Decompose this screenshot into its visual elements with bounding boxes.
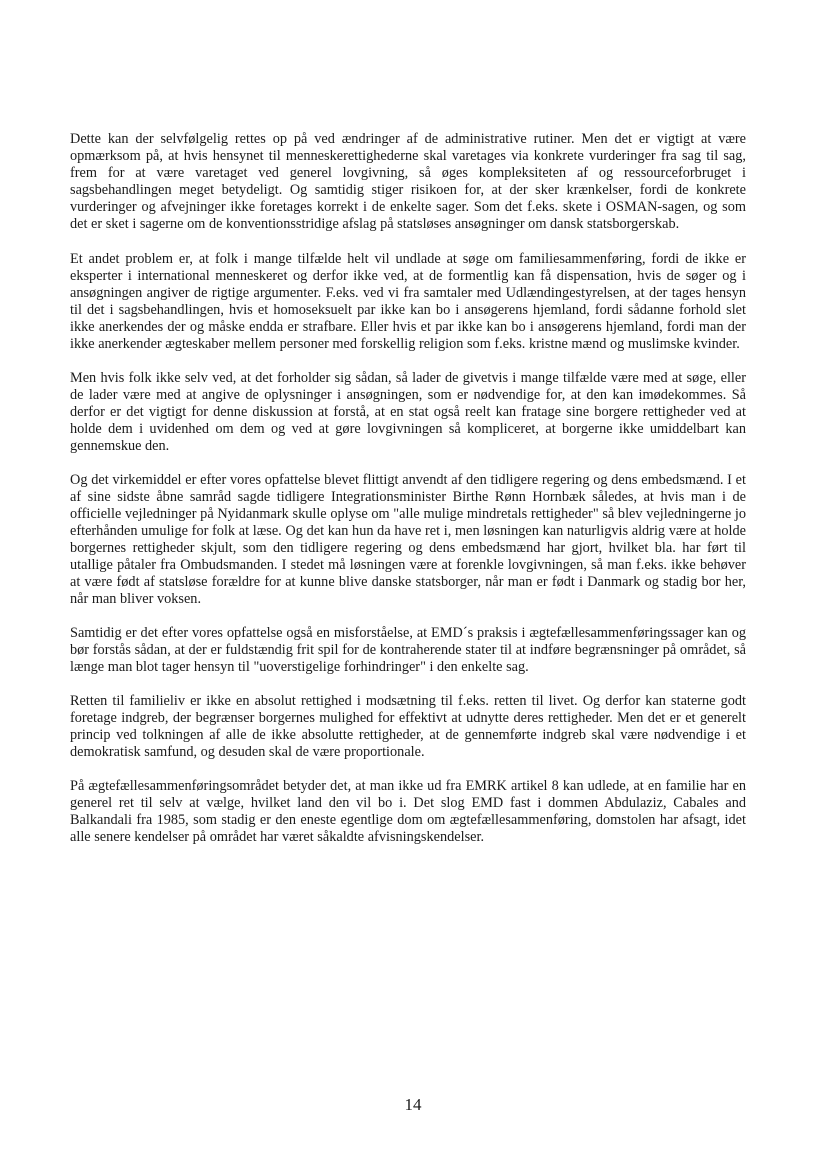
paragraph-5: Samtidig er det efter vores opfattelse også en misforståelse, at EMD´s praksis i ægtefællesammenføringssager kan og bør forstås sådan, at der er fuldstændig frit spil for de kontraherende stater til at indføre begrænsninger på området, så længe man blot tager hensyn til "uoverstigelige forhindringer" i den enkelte sag. <box>70 624 746 676</box>
paragraph-3: Men hvis folk ikke selv ved, at det forholder sig sådan, så lader de givetvis i mange tilfælde være med at søge, eller de lader være med at angive de oplysninger i ansøgningen, som er nødvendige for, at den kan imødekommes. Så derfor er det vigtigt for denne diskussion at forstå, at en stat også reelt kan fratage sine borgere rettigheder ved at holde dem i uvidenhed om dem og ved at gøre lovgivningen så kompliceret, at borgerne ikke umiddelbart kan gennemskue den. <box>70 369 746 454</box>
paragraph-6: Retten til familieliv er ikke en absolut rettighed i modsætning til f.eks. retten til livet. Og derfor kan staterne godt foretage indgreb, der begrænser borgernes mulighed for effektivt at udnytte deres rettigheder. Men det er et generelt princip ved tolkningen af alle de ikke absolutte rettigheder, at de gennemførte indgreb skal være nødvendige i et demokratisk samfund, og desuden skal de være proportionale. <box>70 692 746 760</box>
paragraph-2: Et andet problem er, at folk i mange tilfælde helt vil undlade at søge om familiesammenføring, fordi de ikke er eksperter i international menneskeret og derfor ikke ved, at de formentlig kan få dispensation, hvis de søger og i ansøgningen angiver de rigtige argumenter. F.eks. ved vi fra samtaler med Udlændingestyrelsen, at der tages hensyn til det i sagsbehandlingen, hvis et homoseksuelt par ikke kan bo i ansøgerens hjemland, fordi sådanne forhold slet ikke anerkendes der og måske endda er strafbare. Eller hvis et par ikke kan bo i ansøgerens hjemland, fordi man der ikke anerkender ægteskaber mellem personer med forskellig religion som f.eks. kristne mænd og muslimske kvinder. <box>70 250 746 353</box>
paragraph-7: På ægtefællesammenføringsområdet betyder det, at man ikke ud fra EMRK artikel 8 kan udlede, at en familie har en generel ret til selv at vælge, hvilket land den vil bo i. Det slog EMD fast i dommen Abdulaziz, Cabales and Balkandali fra 1985, som stadig er den eneste egentlige dom om ægtefællesammenføring, domstolen har afsagt, idet alle senere kendelser på området har været såkaldte afvisningskendelser. <box>70 777 746 845</box>
paragraph-4: Og det virkemiddel er efter vores opfattelse blevet flittigt anvendt af den tidligere regering og dens embedsmænd. I et af sine sidste åbne samråd sagde tidligere Integrationsminister Birthe Rønn Hornbæk således, at hvis man i de officielle vejledninger på Nyidanmark skulle oplyse om "alle mulige mindretals rettigheder" så blev vejledningerne jo efterhånden umulige for folk at læse. Og det kan hun da have ret i, men løsningen kan naturligvis aldrig være at holde borgernes rettigheder skjult, som den tidligere regering og dens embedsmænd har gjort, hvilket bla. har ført til utallige påtaler fra Ombudsmanden. I stedet må løsningen være at forenkle lovgivningen, så man f.eks. ikke behøver at være født af statsløse forældre for at kunne blive danske statsborger, når man er født i Danmark og stadig bor her, når man bliver voksen. <box>70 471 746 608</box>
page-number: 14 <box>404 1095 422 1114</box>
paragraph-1: Dette kan der selvfølgelig rettes op på ved ændringer af de administrative rutiner. Men det er vigtigt at være opmærksom på, at hvis hensynet til menneskerettighederne skal varetages via konkrete vurderinger fra sag til sag, frem for at være varetaget ved generel lovgivning, så øges kompleksiteten af og ressourceforbruget i sagsbehandlingen meget betydeligt. Og samtidig stiger risikoen for, at der sker krænkelser, fordi de konkrete vurderinger og afvejninger ikke foretages korrekt i de enkelte sager. Som det f.eks. skete i OSMAN-sagen, og som det er sket i sagerne om de konventionsstridige afslag på statsløses ansøgninger om dansk statsborgerskab. <box>70 131 746 233</box>
body-text <box>70 131 746 862</box>
